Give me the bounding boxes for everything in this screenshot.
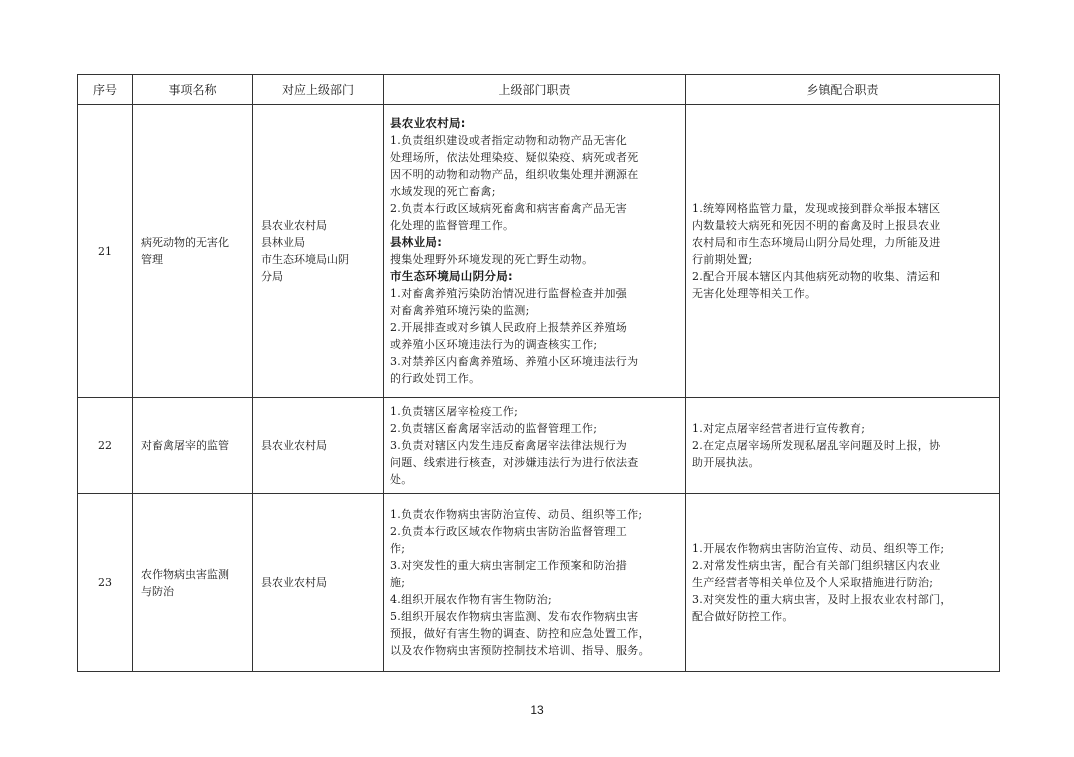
township-duties-line: 生产经营者等相关单位及个人采取措施进行防治; — [692, 576, 934, 589]
item-name — [133, 494, 253, 672]
header-seq: 序号 — [78, 75, 133, 105]
duty-line: 预报，做好有害生物的调查、防控和应急处置工作， — [390, 627, 650, 640]
duty-dept-heading: 市生态环境局山阴分局: — [390, 269, 513, 283]
duty-line: 水域发现的死亡畜禽; — [390, 185, 496, 198]
item-name-line: 管理 — [141, 253, 163, 266]
item-name-line: 病死动物的无害化 — [141, 236, 229, 249]
duty-line: 1.对畜禽养殖污染防治情况进行监督检查并加强 — [390, 287, 628, 300]
township-duties-line: 3.对突发性的重大病虫害，及时上报农业农村部门， — [692, 593, 952, 606]
duty-line: 以及农作物病虫害预防控制技术培训、指导、服务。 — [390, 644, 650, 657]
duty-line: 4.组织开展农作物有害生物防治; — [390, 593, 552, 606]
duty-line: 搜集处理野外环境发现的死亡野生动物。 — [390, 253, 594, 266]
duty-line: 1.负责辖区屠宰检疫工作; — [390, 405, 519, 418]
superior-dept-line: 县农业农村局 — [261, 219, 327, 232]
item-name-line: 对畜禽屠宰的监管 — [141, 439, 229, 452]
township-duties-line: 助开展执法。 — [692, 456, 760, 469]
superior-duties — [384, 105, 686, 398]
duty-line: 3.对禁养区内畜禽养殖场、养殖小区环境违法行为 — [390, 355, 639, 368]
superior-dept — [253, 398, 384, 494]
superior-dept — [253, 494, 384, 672]
table-row — [78, 398, 1000, 494]
duty-line: 或养殖小区环境违法行为的调查核实工作; — [390, 338, 598, 351]
header-item-name: 事项名称 — [133, 75, 253, 105]
row-number: 22 — [78, 398, 133, 494]
township-duties — [686, 398, 1000, 494]
item-name-line: 农作物病虫害监测 — [141, 567, 229, 581]
duty-line: 施; — [390, 576, 406, 589]
township-duties — [686, 105, 1000, 398]
superior-dept-line: 县农业农村局 — [261, 439, 327, 452]
township-duties — [686, 494, 1000, 672]
duty-line: 2.开展排查或对乡镇人民政府上报禁养区养殖场 — [390, 321, 628, 334]
township-duties-line: 2.配合开展本辖区内其他病死动物的收集、清运和 — [692, 270, 941, 283]
duty-line: 2.负责本行政区域农作物病虫害防治监督管理工 — [390, 525, 628, 538]
township-duties-line: 农村局和市生态环境局山阴分局处理，力所能及进 — [692, 236, 941, 249]
duty-line: 化处理的监督管理工作。 — [390, 219, 515, 232]
township-duties-line: 2.在定点屠宰场所发现私屠乱宰问题及时上报，协 — [692, 439, 941, 452]
superior-dept — [253, 105, 384, 398]
superior-duties — [384, 398, 686, 494]
township-duties-line: 无害化处理等相关工作。 — [692, 287, 817, 300]
duty-line: 作; — [390, 542, 406, 555]
duty-line: 5.组织开展农作物病虫害监测、发布农作物病虫害 — [390, 610, 639, 623]
duty-line: 3.负责对辖区内发生违反畜禽屠宰法律法规行为 — [390, 439, 628, 452]
superior-dept-line: 市生态环境局山阴 — [261, 253, 349, 266]
duty-line: 的行政处罚工作。 — [390, 372, 481, 385]
township-duties-line: 1.对定点屠宰经营者进行宣传教育; — [692, 422, 866, 435]
item-name — [133, 398, 253, 494]
row-number: 23 — [78, 494, 133, 672]
header-superior-dept: 对应上级部门 — [253, 75, 384, 105]
superior-dept-line: 县林业局 — [261, 236, 305, 249]
table-header-row — [78, 75, 1000, 105]
duty-dept-heading: 县林业局: — [390, 235, 443, 249]
header-township-duties: 乡镇配合职责 — [686, 75, 1000, 105]
duty-line: 问题、线索进行核查，对涉嫌违法行为进行依法查 — [390, 456, 639, 469]
header-superior-duties: 上级部门职责 — [384, 75, 686, 105]
duty-line: 2.负责辖区畜禽屠宰活动的监督管理工作; — [390, 422, 598, 435]
township-duties-line: 内数量较大病死和死因不明的畜禽及时上报县农业 — [692, 219, 941, 232]
duty-line: 因不明的动物和动物产品，组织收集处理并溯源在 — [390, 168, 639, 181]
table-row — [78, 494, 1000, 672]
duty-dept-heading: 县农业农村局: — [390, 116, 466, 130]
table-row — [78, 105, 1000, 398]
township-duties-line: 配合做好防控工作。 — [692, 610, 794, 623]
township-duties-line: 2.对常发性病虫害，配合有关部门组织辖区内农业 — [692, 559, 941, 572]
superior-dept-line: 县农业农村局 — [261, 576, 327, 589]
duty-line: 处。 — [390, 473, 413, 486]
duty-line: 1.负责农作物病虫害防治宣传、动员、组织等工作; — [390, 508, 643, 521]
duty-line: 2.负责本行政区域病死畜禽和病害畜禽产品无害 — [390, 202, 628, 215]
item-name-line: 与防治 — [141, 584, 174, 598]
duty-line: 对畜禽养殖环境污染的监测; — [390, 304, 530, 317]
item-name — [133, 105, 253, 398]
row-number: 21 — [78, 105, 133, 398]
township-duties-line: 行前期处置; — [692, 253, 753, 266]
duty-line: 3.对突发性的重大病虫害制定工作预案和防治措 — [390, 559, 628, 572]
page-number: 13 — [530, 703, 544, 717]
superior-duties — [384, 494, 686, 672]
responsibility-table — [77, 74, 1000, 672]
duty-line: 处理场所，依法处理染疫、疑似染疫、病死或者死 — [390, 151, 639, 164]
township-duties-line: 1.开展农作物病虫害防治宣传、动员、组织等工作; — [692, 542, 945, 555]
superior-dept-line: 分局 — [261, 270, 283, 283]
township-duties-line: 1.统筹网格监管力量，发现或接到群众举报本辖区 — [692, 202, 941, 215]
duty-line: 1.负责组织建设或者指定动物和动物产品无害化 — [390, 134, 628, 147]
